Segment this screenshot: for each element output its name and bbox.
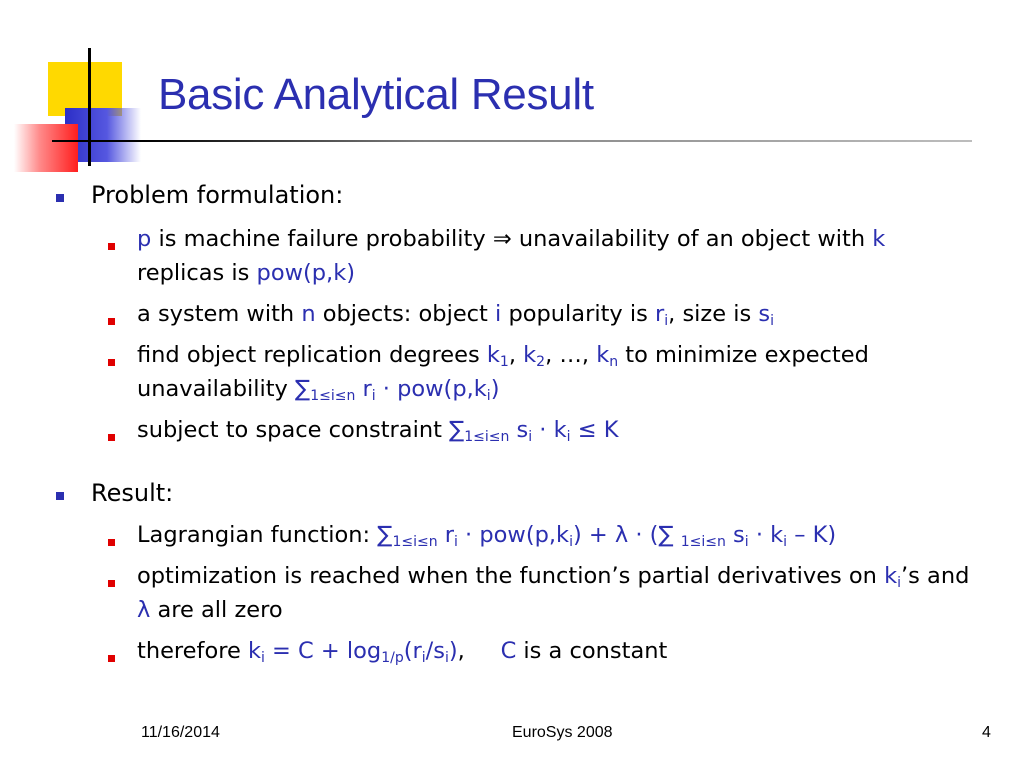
bullet-square-icon (108, 243, 115, 250)
bullet-text: subject to space constraint $\sum_{1\le i\le n}$ $s_i \cdot k_i \le K$ (137, 417, 619, 445)
section-heading: Problem formulation: (91, 181, 344, 209)
section-heading: Result: (91, 479, 174, 507)
bullet-square-icon (56, 194, 64, 202)
title-underline (52, 140, 972, 142)
bullet-text: optimization is reached when the function’s partial derivatives on $k_i’s$ and λ are all zero (137, 563, 970, 623)
bullet-text: find object replication degrees $k_1$, $k_2$, …, $k_n$ to minimize expected unavailability $\sum_{1\le i\le n}$ $r_i \cdot pow(p,k_i)$ (137, 342, 869, 404)
footer-date: 11/16/2014 (141, 724, 220, 741)
bullet-square-icon (108, 580, 115, 587)
bullet-square-icon (108, 434, 115, 441)
bullet-square-icon (108, 655, 115, 662)
decor-vertical-line (88, 48, 91, 166)
bullet-square-icon (56, 492, 64, 500)
bullet-square-icon (108, 318, 115, 325)
footer-title: EuroSys 2008 (512, 724, 613, 741)
bullet-square-icon (108, 359, 115, 366)
slide-number: 4 (982, 724, 991, 741)
bullet-text: p is machine failure probability ⇒ unavailability of an object with k replicas is pow(p,k) (137, 226, 886, 286)
slide-title: Basic Analytical Result (158, 70, 594, 119)
bullet-text: a system with n objects: object i popularity is $r_i$, size is $s_i$ (137, 301, 774, 329)
bullet-text: Lagrangian function: $\sum_{1\le i\le n}$ $r_i \cdot pow(p,k_i) + \lambda$ · (∑ $_{1\le i\le n}$ $s_i \cdot k_i - K$) (137, 522, 837, 550)
decor-red-square (14, 124, 78, 172)
bullet-square-icon (108, 539, 115, 546)
bullet-text: therefore $k_i = C + \log_{1/p}(r_i/s_i)$, C is a constant (137, 638, 668, 666)
